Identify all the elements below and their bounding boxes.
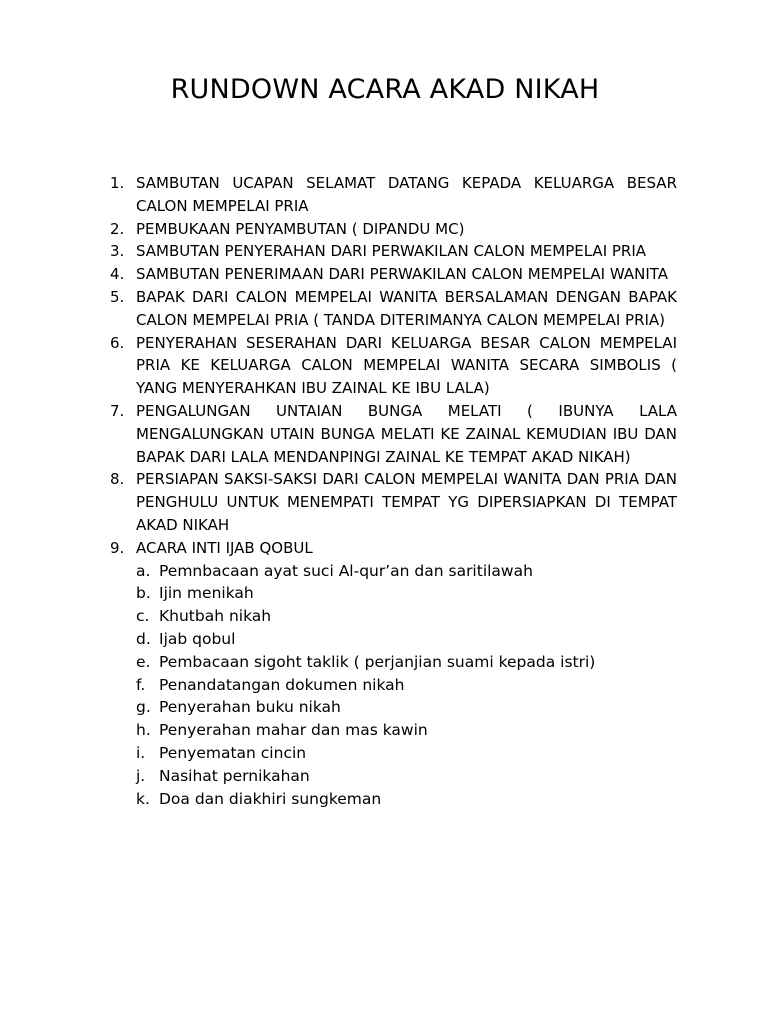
sub-item-letter: d. — [136, 629, 151, 648]
item-number: 7. — [110, 401, 125, 420]
sub-item-text: Doa dan diakhiri sungkeman — [159, 789, 382, 808]
sub-item-text: Ijab qobul — [159, 629, 236, 648]
item-text: PEMBUKAAN PENYAMBUTAN ( DIPANDU MC) — [136, 219, 465, 238]
item-number: 5. — [110, 287, 125, 306]
sub-list-item — [136, 696, 677, 719]
sub-item-text: Penyematan cincin — [159, 743, 307, 762]
sub-list-item — [136, 742, 677, 765]
item-number: 1. — [110, 174, 125, 192]
sub-item-text: Khutbah nikah — [159, 607, 272, 626]
sub-item-letter: f. — [136, 675, 146, 694]
item-text: PERSIAPAN SAKSI-SAKSI DARI CALON MEMPELAI WANITA DAN PRIA DAN PENGHULU UNTUK MENEMPATI TEMPAT YG DIPERSIAPKAN DI TEMPAT AKAD NIKAH — [136, 470, 677, 534]
item-text: SAMBUTAN PENYERAHAN DARI PERWAKILAN CALON MEMPELAI PRIA — [136, 242, 647, 261]
item-text: SAMBUTAN UCAPAN SELAMAT DATANG KEPADA KELUARGA BESAR CALON MEMPELAI PRIA — [136, 174, 677, 215]
sub-list-item — [136, 788, 677, 811]
item-number: 2. — [110, 219, 125, 238]
sub-list-item — [136, 628, 677, 651]
item-text: PENGALUNGAN UNTAIAN BUNGA MELATI ( IBUNYA LALA MENGALUNGKAN UTAIN BUNGA MELATI KE ZAINAL KEMUDIAN IBU DAN BAPAK DARI LALA MENDANPINGI ZAINAL KE TEMPAT AKAD NIKAH) — [136, 401, 677, 466]
sub-item-letter: a. — [136, 561, 151, 580]
sub-item-letter: b. — [136, 584, 151, 603]
sub-list-item — [136, 605, 677, 628]
list-item — [110, 240, 677, 263]
sub-item-letter: e. — [136, 652, 151, 671]
sub-list-item — [136, 765, 677, 788]
sub-item-text: Penyerahan buku nikah — [159, 698, 341, 717]
sub-list-item — [136, 674, 677, 697]
sub-item-text: Penyerahan mahar dan mas kawin — [159, 721, 428, 740]
item-number: 9. — [110, 538, 125, 557]
item-text: BAPAK DARI CALON MEMPELAI WANITA BERSALAMAN DENGAN BAPAK CALON MEMPELAI PRIA ( TANDA DITERIMANYA CALON MEMPELAI PRIA) — [136, 287, 677, 329]
list-item — [110, 537, 677, 811]
ijab-qobul-sublist — [136, 560, 677, 811]
item-text: PENYERAHAN SESERAHAN DARI KELUARGA BESAR CALON MEMPELAI PRIA KE KELUARGA CALON MEMPELAI WANITA SECARA SIMBOLIS ( YANG MENYERAHKAN IBU ZAINAL KE IBU LALA) — [136, 333, 677, 398]
item-number: 3. — [110, 242, 125, 261]
list-item — [110, 263, 677, 286]
sub-item-text: Pemnbacaan ayat suci Al-qur’an dan saritilawah — [159, 561, 533, 580]
list-item — [110, 332, 677, 400]
page-title: RUNDOWN ACARA AKAD NIKAH — [170, 74, 600, 105]
sub-list-item — [136, 651, 677, 674]
item-number: 6. — [110, 333, 125, 352]
sub-item-letter: g. — [136, 698, 151, 717]
sub-item-text: Nasihat pernikahan — [159, 766, 310, 785]
list-item — [110, 172, 677, 218]
sub-list-item — [136, 560, 677, 583]
item-text: ACARA INTI IJAB QOBUL — [136, 538, 313, 557]
sub-list-item — [136, 719, 677, 742]
item-number: 4. — [110, 265, 125, 284]
item-text: SAMBUTAN PENERIMAAN DARI PERWAKILAN CALON MEMPELAI WANITA — [136, 265, 669, 284]
sub-item-text: Pembacaan sigoht taklik ( perjanjian suami kepada istri) — [159, 652, 596, 671]
sub-item-letter: h. — [136, 721, 151, 740]
sub-item-text: Penandatangan dokumen nikah — [159, 675, 405, 694]
sub-item-text: Ijin menikah — [159, 584, 254, 603]
item-number: 8. — [110, 470, 125, 489]
list-item — [110, 218, 677, 241]
sub-item-letter: i. — [136, 743, 146, 762]
sub-item-letter: k. — [136, 789, 150, 808]
list-item — [110, 468, 677, 536]
sub-list-item — [136, 582, 677, 605]
rundown-list — [110, 172, 677, 810]
list-item — [110, 286, 677, 332]
list-item — [110, 400, 677, 468]
sub-item-letter: j. — [136, 766, 146, 785]
sub-item-letter: c. — [136, 607, 150, 626]
